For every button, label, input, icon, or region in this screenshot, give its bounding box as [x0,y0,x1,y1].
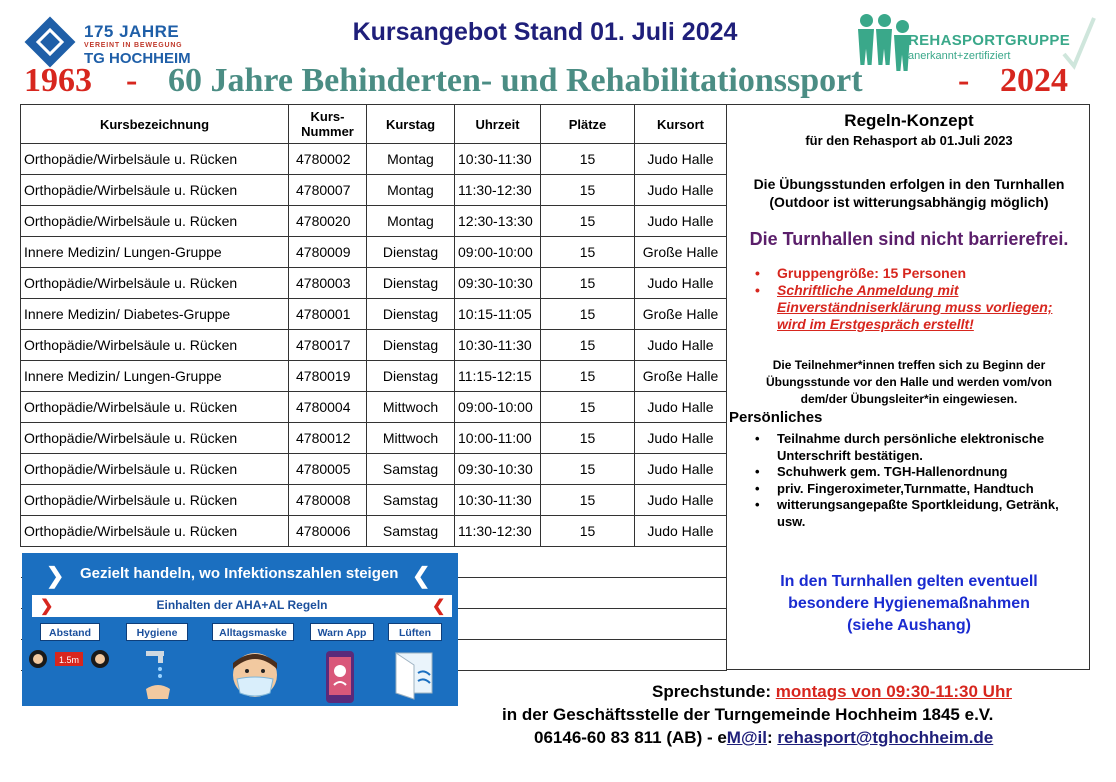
empty-cell [635,640,727,671]
banner-text: 60 Jahre Behinderten- und Rehabilitationssport [168,62,863,99]
list-item-text: Schriftliche Anmeldung mit Einverständniserklärung muss vorliegen; wird im Erstgespräch erstellt! [777,282,1053,332]
rules-panel [726,104,1090,670]
course-time-cell: 11:30-12:30 [455,516,541,547]
chevron-right-icon: ❯ [40,598,54,615]
empty-cell [541,609,635,640]
table-row [21,206,727,237]
course-seats-cell: 15 [541,299,635,330]
course-seats-cell: 15 [541,485,635,516]
course-location-cell: Judo Halle [635,392,727,423]
course-time-cell: 09:30-10:30 [455,268,541,299]
column-header: Kursort [635,105,727,144]
table-row [21,423,727,454]
personal-list [755,431,1089,530]
course-day-cell: Dienstag [367,299,455,330]
empty-cell [455,640,541,671]
list-item: • Teilnahme durch persönliche elektronische Unterschrift bestätigen. [755,431,1089,464]
course-time-cell: 09:00-10:00 [455,392,541,423]
chevron-left-icon: ❮ [432,598,446,615]
course-name-cell: Orthopädie/Wirbelsäule u. Rücken [21,423,289,454]
text-line: Übungsstunde vor den Halle und werden vom/von [765,375,1053,389]
course-day-cell: Dienstag [367,268,455,299]
table-row [21,361,727,392]
banner-dash: - [958,62,970,99]
text-line: In den Turnhallen gelten eventuell [780,573,1038,590]
banner-year-start: 1963 [24,62,92,99]
course-number-cell: 4780019 [289,361,367,392]
banner-year-end: 2024 [1000,62,1068,99]
course-name-cell: Orthopädie/Wirbelsäule u. Rücken [21,175,289,206]
rules-paragraph [727,357,1091,408]
tgh-logo-line3: TG HOCHHEIM [84,50,191,67]
table-row [21,268,727,299]
table-row [21,237,727,268]
table-row [21,454,727,485]
empty-cell [455,609,541,640]
list-item: • priv. Fingeroximeter,Turnmatte, Handtuch [755,481,1089,498]
course-seats-cell: 15 [541,423,635,454]
course-name-cell: Orthopädie/Wirbelsäule u. Rücken [21,144,289,175]
course-location-cell: Judo Halle [635,144,727,175]
course-location-cell: Judo Halle [635,268,727,299]
table-row [21,299,727,330]
aha-headline [22,561,458,589]
empty-cell [455,578,541,609]
text-line: Die Teilnehmer*innen treffen sich zu Beginn der [772,358,1046,372]
course-location-cell: Große Halle [635,361,727,392]
email-separator: : [766,728,778,747]
empty-cell [635,578,727,609]
course-day-cell: Dienstag [367,237,455,268]
office-location: in der Geschäftsstelle der Turngemeinde Hochheim 1845 e.V. [502,705,994,724]
barrier-notice: Die Turnhallen sind nicht barrierefrei. [749,229,1069,249]
course-seats-cell: 15 [541,237,635,268]
course-name-cell: Innere Medizin/ Diabetes-Gruppe [21,299,289,330]
course-seats-cell: 15 [541,175,635,206]
page-title: Kursangebot Stand 01. Juli 2024 [352,18,738,46]
empty-cell [455,547,541,578]
aha-headline-text: Gezielt handeln, wo Infektionszahlen steigen [80,565,399,582]
course-seats-cell: 15 [541,454,635,485]
empty-cell [541,578,635,609]
course-name-cell: Innere Medizin/ Lungen-Gruppe [21,361,289,392]
course-location-cell: Judo Halle [635,330,727,361]
person-icon [856,14,876,66]
chevron-right-icon: ❯ [46,563,65,588]
aha-label-alltagsmaske: Alltagsmaske [212,623,294,641]
hygiene-notice [727,571,1091,637]
course-time-cell: 11:30-12:30 [455,175,541,206]
course-name-cell: Orthopädie/Wirbelsäule u. Rücken [21,392,289,423]
tgh-logo-line2: VEREINT IN BEWEGUNG [84,42,183,49]
table-row [21,175,727,206]
table-header-row [21,105,727,144]
email-link[interactable]: rehasport@tghochheim.de [777,728,994,747]
course-day-cell: Samstag [367,516,455,547]
column-header: Kurs- Nummer [289,105,367,144]
table-row [21,330,727,361]
course-location-cell: Judo Halle [635,423,727,454]
course-name-cell: Orthopädie/Wirbelsäule u. Rücken [21,516,289,547]
column-header: Kursbezeichnung [21,105,289,144]
handwash-icon [138,649,178,703]
table-row [21,516,727,547]
course-seats-cell: 15 [541,361,635,392]
warn-app-icon [322,649,358,705]
course-time-cell: 12:30-13:30 [455,206,541,237]
course-time-cell: 09:00-10:00 [455,237,541,268]
list-item [755,282,1085,333]
course-time-cell: 11:15-12:15 [455,361,541,392]
text-line: besondere Hygienemaßnahmen [788,595,1030,612]
empty-cell [635,609,727,640]
aha-label-hygiene: Hygiene [126,623,188,641]
office-hours-time: montags von 09:30-11:30 Uhr [775,682,1012,701]
course-location-cell: Judo Halle [635,516,727,547]
chevron-left-icon: ❮ [412,563,431,588]
list-item [755,265,1085,282]
column-header: Plätze [541,105,635,144]
course-location-cell: Judo Halle [635,175,727,206]
table-row [21,392,727,423]
phone-number: 06146-60 83 811 (AB) - e [534,728,727,747]
aha-label-warn-app: Warn App [310,623,374,641]
course-time-cell: 10:30-11:30 [455,485,541,516]
course-day-cell: Samstag [367,454,455,485]
rules-subtitle: für den Rehasport ab 01.Juli 2023 [805,133,1013,148]
distance-icon [26,649,112,703]
course-name-cell: Orthopädie/Wirbelsäule u. Rücken [21,206,289,237]
aha-rules-graphic [22,553,458,706]
course-seats-cell: 15 [541,206,635,237]
text-line: (Outdoor ist witterungsabhängig möglich) [769,194,1049,210]
course-name-cell: Orthopädie/Wirbelsäule u. Rücken [21,454,289,485]
distance-value: 1.5m [58,655,80,665]
course-location-cell: Große Halle [635,299,727,330]
course-number-cell: 4780003 [289,268,367,299]
course-seats-cell: 15 [541,144,635,175]
banner-dash: - [126,62,138,99]
empty-cell [635,547,727,578]
person-icon [874,14,894,66]
contact-line [534,728,993,748]
office-hours [652,682,1012,702]
table-row [21,144,727,175]
aha-label-abstand: Abstand [40,623,100,641]
course-time-cell: 10:30-11:30 [455,144,541,175]
course-number-cell: 4780002 [289,144,367,175]
rules-paragraph [727,175,1091,211]
course-number-cell: 4780012 [289,423,367,454]
course-name-cell: Orthopädie/Wirbelsäule u. Rücken [21,330,289,361]
empty-cell [541,547,635,578]
course-number-cell: 4780007 [289,175,367,206]
text-line: (siehe Aushang) [847,617,971,634]
aha-bar [32,595,452,617]
course-name-cell: Orthopädie/Wirbelsäule u. Rücken [21,268,289,299]
email-label[interactable]: M@il [726,728,767,747]
course-location-cell: Judo Halle [635,485,727,516]
table-row [21,485,727,516]
course-number-cell: 4780005 [289,454,367,485]
course-day-cell: Dienstag [367,330,455,361]
anniversary-banner [20,62,1096,104]
empty-cell [541,640,635,671]
text-line: Die Übungsstunden erfolgen in den Turnhallen [753,176,1065,192]
column-header: Uhrzeit [455,105,541,144]
course-number-cell: 4780009 [289,237,367,268]
course-name-cell: Orthopädie/Wirbelsäule u. Rücken [21,485,289,516]
red-rules-list [755,265,1085,333]
course-seats-cell: 15 [541,516,635,547]
course-time-cell: 09:30-10:30 [455,454,541,485]
ventilation-icon [392,649,438,703]
course-time-cell: 10:00-11:00 [455,423,541,454]
aha-bar-text: Einhalten der AHA+AL Regeln [156,598,328,612]
rules-title: Regeln-Konzept [844,111,974,130]
course-number-cell: 4780001 [289,299,367,330]
personal-heading: Persönliches [729,409,823,426]
text-line: dem/der Übungsleiter*in eingewiesen. [800,392,1018,406]
list-item: • Schuhwerk gem. TGH-Hallenordnung [755,464,1089,481]
course-seats-cell: 15 [541,330,635,361]
course-day-cell: Samstag [367,485,455,516]
course-seats-cell: 15 [541,268,635,299]
course-time-cell: 10:15-11:05 [455,299,541,330]
face-mask-icon [228,649,282,705]
course-day-cell: Montag [367,144,455,175]
list-item-text: Gruppengröße: 15 Personen [777,265,967,281]
course-number-cell: 4780020 [289,206,367,237]
course-number-cell: 4780008 [289,485,367,516]
tgh-logo-line1: 175 JAHRE [84,22,180,41]
column-header: Kurstag [367,105,455,144]
aha-label-lueften: Lüften [388,623,442,641]
course-name-cell: Innere Medizin/ Lungen-Gruppe [21,237,289,268]
course-location-cell: Große Halle [635,237,727,268]
course-seats-cell: 15 [541,392,635,423]
course-location-cell: Judo Halle [635,454,727,485]
list-item: • witterungsangepaßte Sportkleidung, Getränk, usw. [755,497,1089,530]
course-day-cell: Mittwoch [367,392,455,423]
course-location-cell: Judo Halle [635,206,727,237]
course-number-cell: 4780006 [289,516,367,547]
course-day-cell: Dienstag [367,361,455,392]
course-number-cell: 4780017 [289,330,367,361]
rehasport-logo-sub: anerkannt+zertifiziert [908,50,1011,62]
course-day-cell: Montag [367,175,455,206]
office-hours-label: Sprechstunde: [652,682,776,701]
course-number-cell: 4780004 [289,392,367,423]
tgh-logo-icon [25,17,76,68]
course-time-cell: 10:30-11:30 [455,330,541,361]
course-day-cell: Mittwoch [367,423,455,454]
rehasport-logo-name: REHASPORTGRUPPE [908,32,1071,49]
course-day-cell: Montag [367,206,455,237]
